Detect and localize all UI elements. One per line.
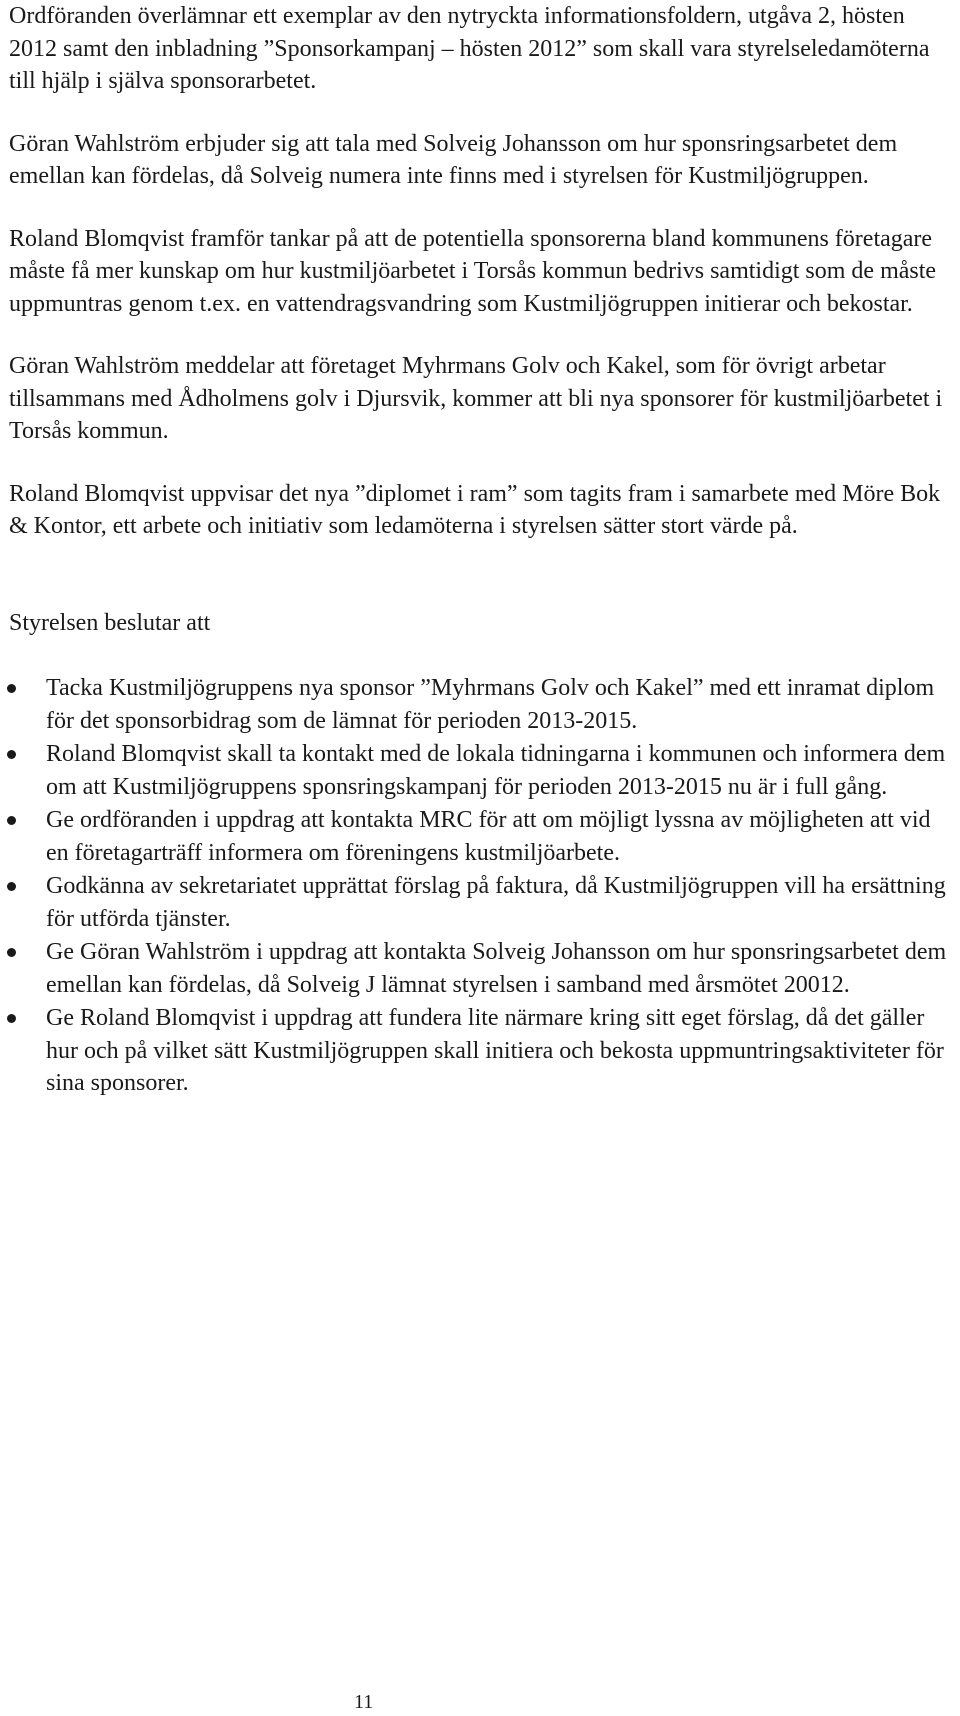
page-number: 11	[354, 1691, 374, 1713]
decision-item	[9, 672, 954, 737]
decision-text: Ge Göran Wahlström i uppdrag att kontakta Solveig Johansson om hur sponsringsarbetet dem emellan kan fördelas, då Solveig J lämnat styrelsen i samband med årsmötet 20012.	[46, 939, 947, 998]
decision-text: Ge ordföranden i uppdrag att kontakta MRC för att om möjligt lyssna av möjligheten att vid en företagarträff informera om föreningens kustmiljöarbete.	[46, 807, 931, 866]
decision-item	[9, 804, 954, 869]
paragraph-folder: Ordföranden överlämnar ett exemplar av den nytryckta informationsfoldern, utgåva 2, hösten 2012 samt den inbladning ”Sponsorkampanj – hösten 2012” som skall vara styrelseledamöterna till hjälp i själva sponsorarbetet.	[9, 3, 930, 94]
bullet-icon	[7, 948, 16, 957]
paragraph-roland-sponsors: Roland Blomqvist framför tankar på att de potentiella sponsorerna bland kommunens företagare måste få mer kunskap om hur kustmiljöarbetet i Torsås kommun bedrivs samtidigt som de måste uppmuntras genom t.ex. en vattendragsvandring som Kustmiljögruppen initierar och bekostar.	[9, 225, 937, 317]
paragraph-diploma: Roland Blomqvist uppvisar det nya ”diplomet i ram” som tagits fram i samarbete med Möre Bok & Kontor, ett arbete och initiativ som ledamöterna i styrelsen sätter stort värde på.	[9, 480, 941, 539]
decision-heading: Styrelsen beslutar att	[9, 609, 211, 636]
decision-list	[9, 672, 954, 1100]
decision-item	[9, 936, 954, 1001]
paragraph-goran-solveig: Göran Wahlström erbjuder sig att tala med Solveig Johansson om hur sponsringsarbetet dem emellan kan fördelas, då Solveig numera inte finns med i styrelsen för Kustmiljögruppen.	[9, 130, 898, 189]
paragraph-myhrmans: Göran Wahlström meddelar att företaget Myhrmans Golv och Kakel, som för övrigt arbetar tillsammans med Ådholmens golv i Djursvik, kommer att bli nya sponsorer för kustmiljöarbetet i Torsås kommun.	[9, 353, 943, 444]
bullet-icon	[7, 816, 16, 825]
bullet-icon	[7, 882, 16, 891]
decision-text: Godkänna av sekretariatet upprättat förslag på faktura, då Kustmiljögruppen vill ha ersättning för utförda tjänster.	[46, 873, 946, 932]
bullet-icon	[7, 684, 16, 693]
bullet-icon	[7, 750, 16, 759]
decision-text: Roland Blomqvist skall ta kontakt med de lokala tidningarna i kommunen och informera dem om att Kustmiljögruppens sponsringskampanj för perioden 2013-2015 nu är i full gång.	[46, 741, 946, 800]
decision-text: Ge Roland Blomqvist i uppdrag att fundera lite närmare kring sitt eget förslag, då det gäller hur och på vilket sätt Kustmiljögruppen skall initiera och bekosta uppmuntringsaktiviteter för sina sponsorer.	[46, 1005, 944, 1096]
decision-item	[9, 738, 954, 803]
decision-item	[9, 1002, 954, 1100]
decision-item	[9, 870, 954, 935]
bullet-icon	[7, 1014, 16, 1023]
decision-text: Tacka Kustmiljögruppens nya sponsor ”Myhrmans Golv och Kakel” med ett inramat diplom för det sponsorbidrag som de lämnat för perioden 2013-2015.	[46, 675, 935, 734]
document-page	[9, 0, 954, 1101]
